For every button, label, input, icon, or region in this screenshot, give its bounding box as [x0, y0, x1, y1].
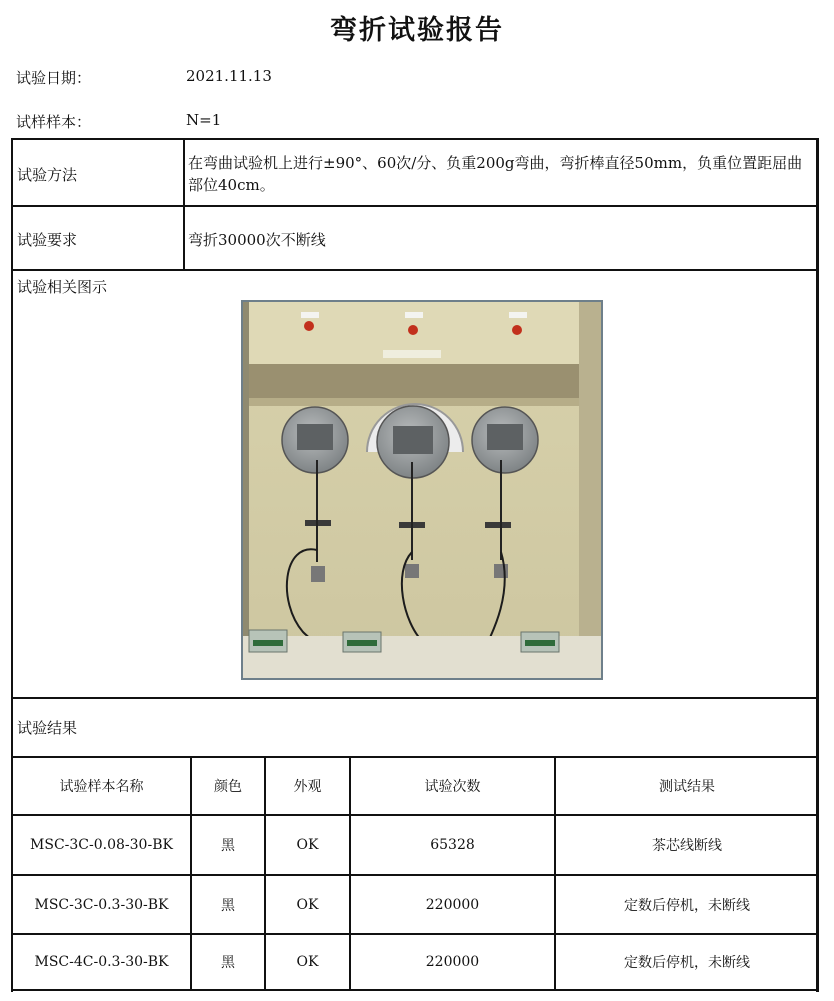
header-test-count: 试验次数	[424, 779, 481, 795]
requirement-label: 试验要求	[17, 231, 78, 249]
sample-count-value: N=1	[186, 111, 222, 129]
table-row-3-appearance: OK	[296, 954, 319, 970]
table-row-1-count: 65328	[430, 837, 475, 853]
test-date-label: 试验日期：	[16, 69, 92, 87]
row-divider	[11, 269, 819, 271]
header-test-result: 测试结果	[659, 779, 715, 795]
table-row-1-color: 黑	[221, 838, 235, 854]
header-color: 颜色	[214, 779, 242, 795]
table-row-1-sample: MSC-3C-0.08-30-BK	[30, 837, 173, 853]
table-row-3-sample: MSC-4C-0.3-30-BK	[34, 954, 169, 970]
method-label: 试验方法	[17, 166, 78, 184]
table-row-2-result: 定数后停机，未断线	[624, 897, 750, 914]
test-date-value: 2021.11.13	[186, 67, 272, 85]
method-text: 在弯曲试验机上进行±90°、60次/分、负重200g弯曲，弯折棒直径50mm，负重位置距屈曲部位40cm。	[188, 154, 803, 194]
col-divider	[183, 138, 185, 271]
test-machine-photo	[241, 300, 603, 680]
requirement-text: 弯折30000次不断线	[188, 231, 326, 249]
row-divider	[11, 989, 819, 991]
row-divider	[11, 205, 819, 207]
header-sample-name: 试验样本名称	[59, 779, 144, 795]
table-row-2-color: 黑	[221, 897, 235, 914]
header-appearance: 外观	[293, 779, 322, 795]
results-label: 试验结果	[17, 719, 78, 737]
sample-count-label: 试样样本：	[16, 113, 92, 131]
row-divider	[11, 697, 819, 699]
table-row-2-sample: MSC-3C-0.3-30-BK	[34, 896, 169, 913]
table-row-3-color: 黑	[221, 955, 235, 971]
bending-test-machine-image	[243, 302, 601, 678]
table-row-2-appearance: OK	[296, 896, 319, 913]
figure-label: 试验相关图示	[17, 278, 108, 296]
report-title: 弯折试验报告	[330, 15, 504, 46]
table-row-3-result: 定数后停机，未断线	[624, 955, 750, 971]
table-row-1-appearance: OK	[296, 837, 319, 853]
table-row-3-count: 220000	[425, 954, 480, 970]
table-row-2-count: 220000	[425, 896, 480, 913]
table-row-1-result: 茶芯线断线	[652, 838, 722, 854]
